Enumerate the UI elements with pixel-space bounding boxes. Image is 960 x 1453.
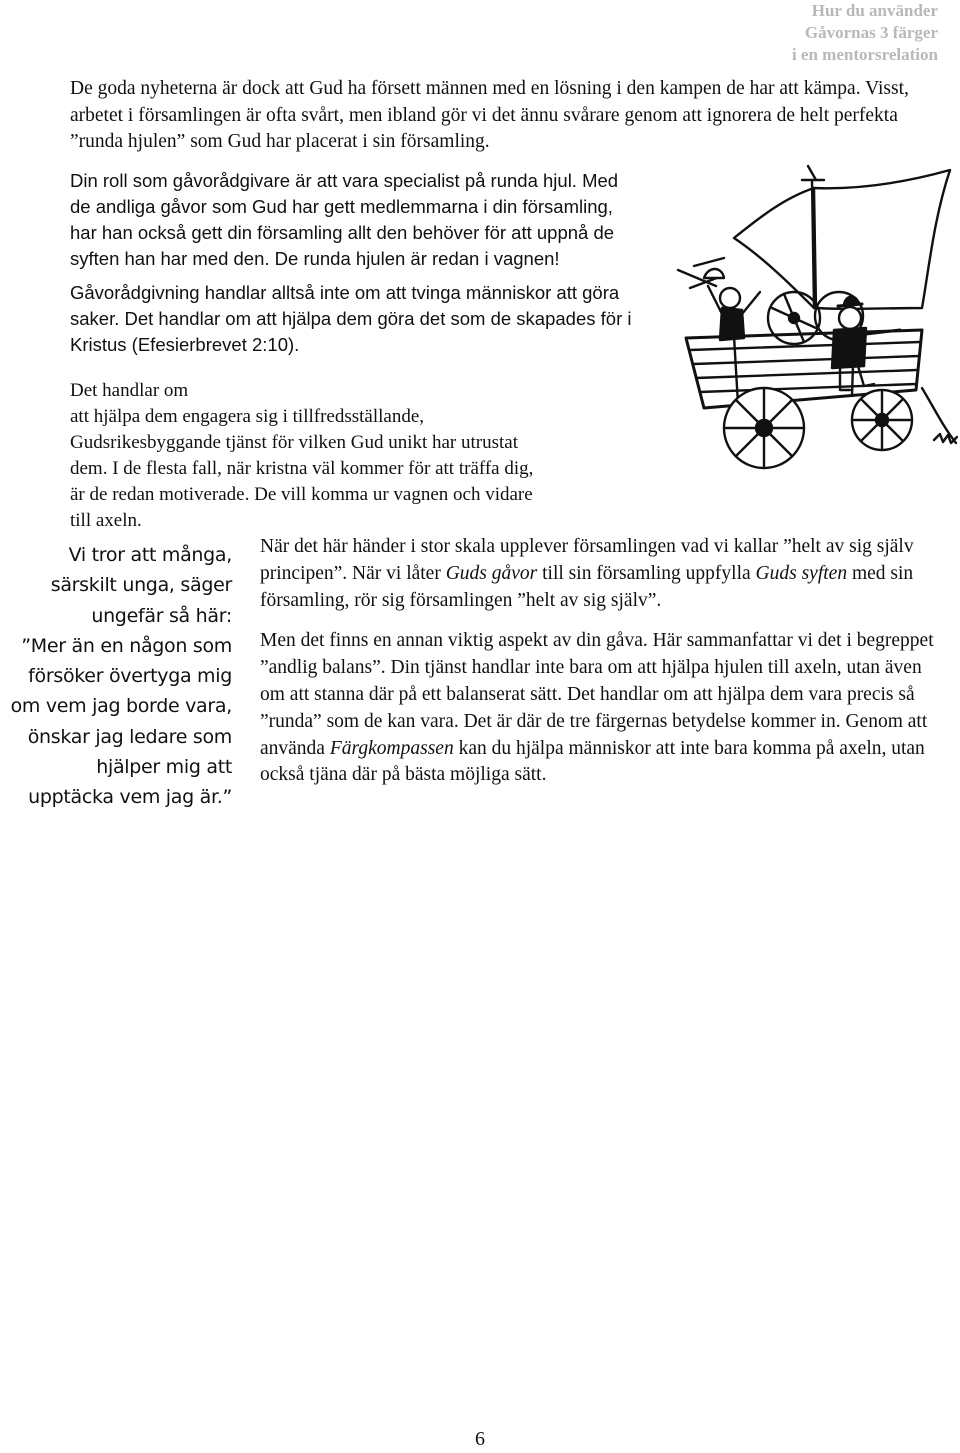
running-header <box>638 0 938 66</box>
serif-line: Det handlar om <box>70 380 189 401</box>
quote-line: önskar jag ledare som <box>27 725 232 748</box>
header-line-1: Hur du använder <box>811 1 938 20</box>
balance-text-b: kan du hjälpa människor att inte bara komma på axeln, utan också tjäna där på bästa möjliga sätt. <box>260 737 925 786</box>
principle-emphasis-2: Guds syften <box>755 562 848 584</box>
principle-emphasis-1: Guds gåvor <box>445 562 538 584</box>
quote-line: om vem jag borde vara, <box>10 695 232 718</box>
quote-line: hjälper mig att <box>96 756 232 779</box>
header-line-3: i en mentorsrelation <box>791 45 938 64</box>
quote-line: ”Mer än en någon som <box>21 634 232 657</box>
quote-line: upptäcka vem jag är.” <box>28 786 232 809</box>
intro-paragraph: De goda nyheterna är dock att Gud ha försett männen med en lösning i den kampen de har att kämpa. Visst, arbetet i församlingen är ofta svårt, men ibland gör vi det ännu svårare genom att ignorera de helt perfekta ”runda hjulen” som Gud har placerat i sin församling. <box>70 78 909 152</box>
serif-line: dem. I de flesta fall, när kristna väl kommer för att träffa dig, <box>70 458 534 479</box>
quote-line: ungefär så här: <box>91 604 232 627</box>
serif-line: till axeln. <box>70 510 142 531</box>
quote-line: försöker övertyga mig <box>28 665 232 688</box>
header-line-2: Gåvornas 3 färger <box>804 23 938 42</box>
principle-paragraph <box>260 534 940 614</box>
quote-line: särskilt unga, säger <box>50 574 232 597</box>
quote-line: Vi tror att många, <box>68 544 232 566</box>
right-column-text <box>260 534 940 803</box>
counseling-paragraph: Gåvorådgivning handlar alltså inte om att tvinga människor att göra saker. Det handlar om att hjälpa dem göra det som de skapades för i Kristus (Efesierbrevet 2:10). <box>70 282 632 355</box>
serif-line: Gudsrikesbyggande tjänst för vilken Gud unikt har utrustat <box>70 432 519 453</box>
left-column-text <box>70 168 640 358</box>
serif-line: är de redan motiverade. De vill komma ur vagnen och vidare <box>70 484 533 505</box>
cart-with-sail-icon <box>664 158 958 478</box>
balance-emphasis: Färgkompassen <box>329 737 454 759</box>
principle-text-b: till sin församling uppfylla <box>537 562 756 584</box>
balance-paragraph <box>260 628 940 789</box>
page-number: 6 <box>475 1428 485 1450</box>
balance-text-a: Men det finns en annan viktig aspekt av din gåva. Här sammanfattar vi det i begreppet ”andlig balans”. Din tjänst handlar inte bara om att hjälpa hjulen till axeln, utan även om att stanna där på ett balanserat sätt. Det handlar om att hjälpa dem vara precis så ”runda” som de kan vara. Det är där de tre färgernas betydelse kommer in. Genom att använda <box>260 630 934 759</box>
serif-line: att hjälpa dem engagera sig i tillfredsställande, <box>70 406 425 427</box>
pull-quote <box>0 540 232 813</box>
role-paragraph: Din roll som gåvorådgivare är att vara specialist på runda hjul. Med de andliga gåvor som Gud har gett medlemmarna i din församling, har han också gett din församling allt den behöver för att uppnå de syften han har med den. De runda hjulen är redan i vagnen! <box>70 170 619 269</box>
principle-text-a: När det här händer i stor skala upplever församlingen vad vi kallar ”helt av sig själv principen”. När vi låter <box>260 536 914 584</box>
principle-text-c: med sin församling, rör sig församlingen ”helt av sig själv”. <box>260 562 914 611</box>
left-column-serif-continuation <box>70 378 640 534</box>
